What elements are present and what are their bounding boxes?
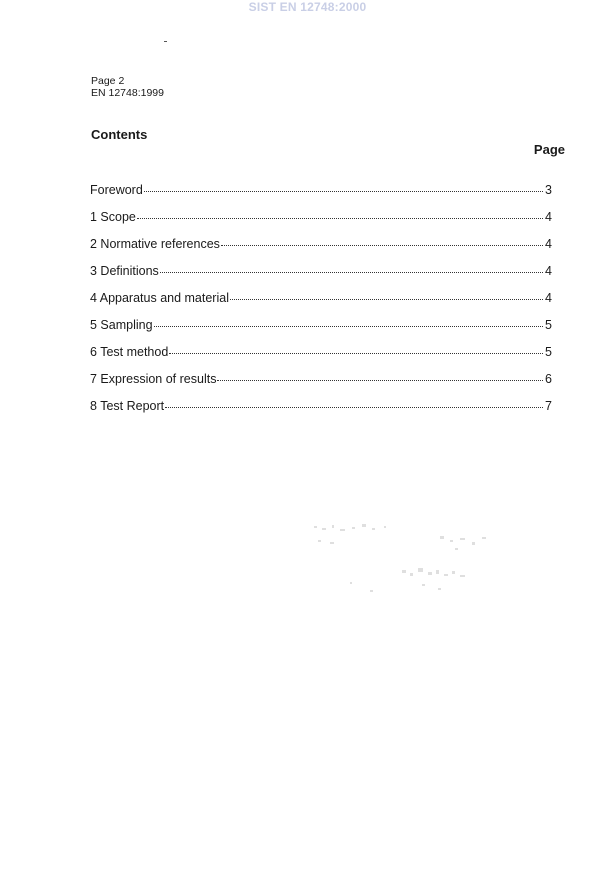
toc-label: 3 Definitions [90, 264, 159, 278]
toc-label: 4 Apparatus and material [90, 291, 229, 305]
toc-label: 7 Expression of results [90, 372, 217, 386]
toc-leader-dots [137, 217, 543, 219]
toc-page-number: 4 [545, 210, 552, 224]
page-column-label: Page [533, 142, 565, 157]
toc-entry-scope[interactable] [90, 210, 552, 237]
toc-page-number: 4 [545, 237, 552, 251]
toc-entry-normative-references[interactable] [90, 237, 552, 264]
standard-number: EN 12748:1999 [91, 87, 164, 99]
toc-page-number: 3 [545, 183, 552, 197]
toc-label: 5 Sampling [90, 318, 153, 332]
toc-leader-dots [154, 325, 544, 327]
toc-label: 1 Scope [90, 210, 136, 224]
watermark: SIST EN 12748:2000 [248, 0, 367, 14]
toc-leader-dots [217, 379, 543, 381]
toc-entry-foreword[interactable] [90, 183, 552, 210]
toc-page-number: 7 [545, 399, 552, 413]
toc-entry-definitions[interactable] [90, 264, 552, 291]
toc-leader-dots [230, 298, 543, 300]
toc-entry-test-method[interactable] [90, 345, 552, 372]
toc-page-number: 5 [545, 345, 552, 359]
toc-label: 6 Test method [90, 345, 169, 359]
toc-leader-dots [165, 406, 543, 408]
toc-page-number: 4 [545, 291, 552, 305]
page-header [91, 75, 164, 99]
toc-label: 8 Test Report [90, 399, 165, 413]
contents-heading: Contents [91, 127, 148, 142]
toc-label: Foreword [90, 183, 143, 197]
toc-page-number: 4 [545, 264, 552, 278]
toc-page-number: 5 [545, 318, 552, 332]
toc-entry-sampling[interactable] [90, 318, 552, 345]
scan-speck [164, 41, 167, 42]
faded-stamp-mark [310, 518, 500, 598]
table-of-contents [90, 183, 552, 426]
toc-leader-dots [169, 352, 543, 354]
toc-label: 2 Normative references [90, 237, 220, 251]
toc-leader-dots [144, 190, 543, 192]
toc-leader-dots [221, 244, 543, 246]
toc-entry-apparatus-and-material[interactable] [90, 291, 552, 318]
toc-leader-dots [160, 271, 543, 273]
toc-entry-test-report[interactable] [90, 399, 552, 426]
toc-entry-expression-of-results[interactable] [90, 372, 552, 399]
toc-page-number: 6 [545, 372, 552, 386]
page-number: Page 2 [91, 75, 125, 87]
